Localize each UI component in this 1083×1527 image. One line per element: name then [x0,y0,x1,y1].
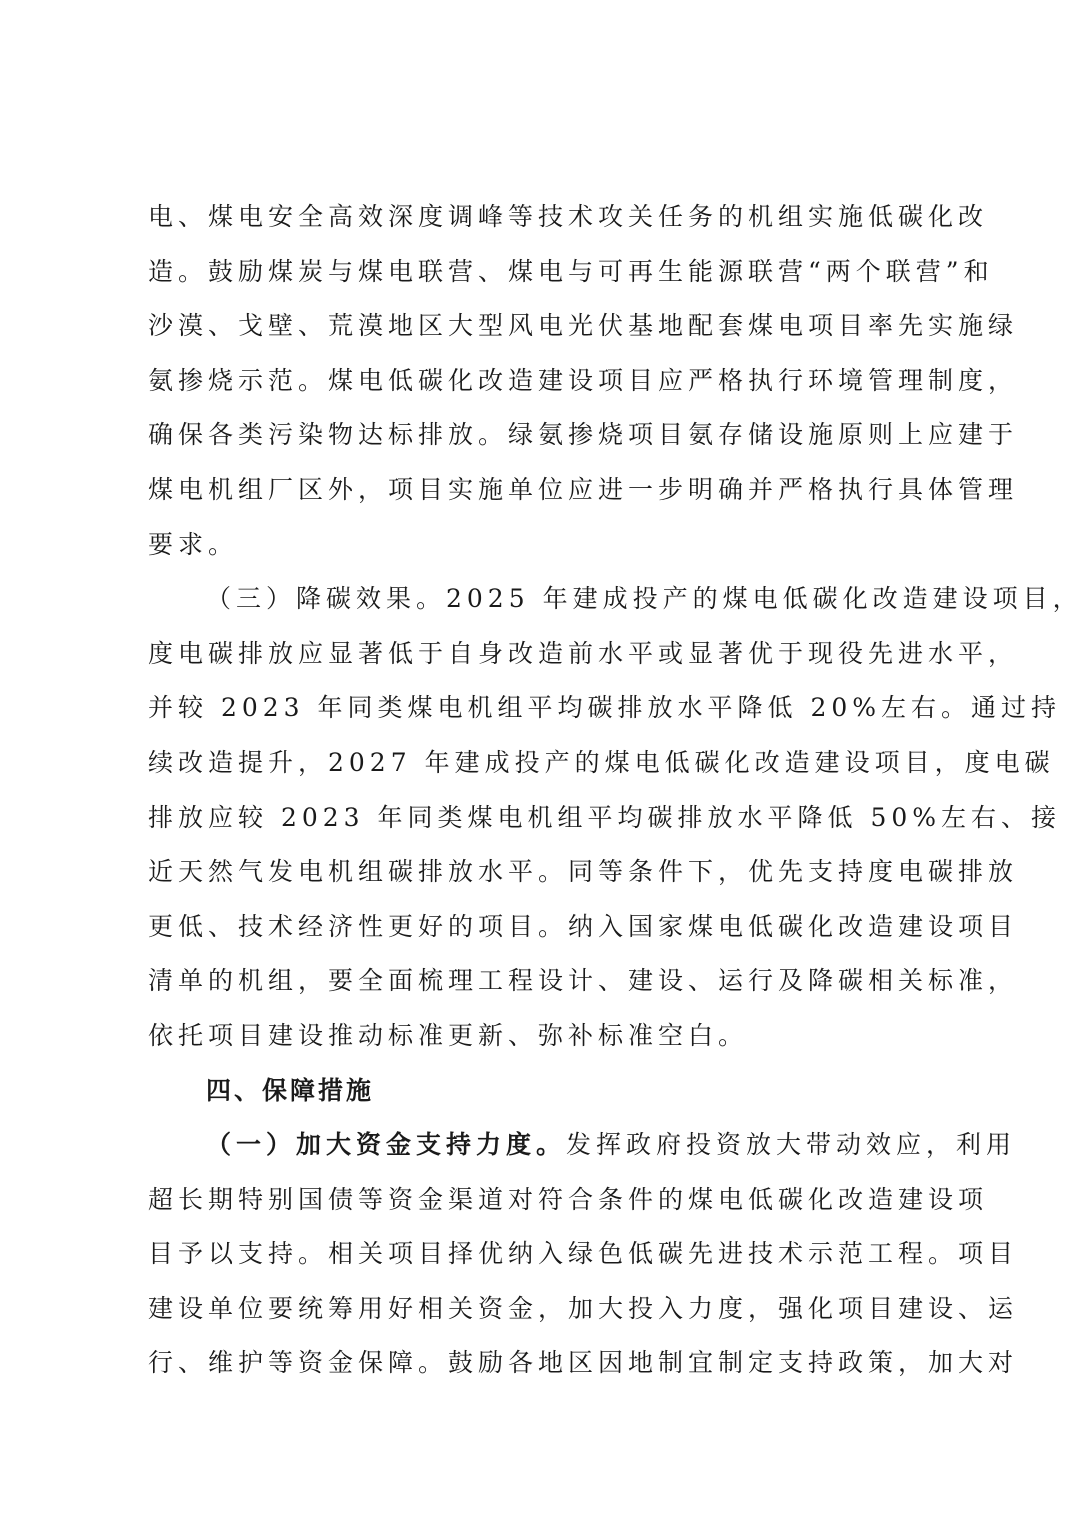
section-heading-line: （三）降碳效果。2025 年建成投产的煤电低碳化改造建设项目， [206,584,1083,614]
paragraph-line: 建设单位要统筹用好相关资金，加大投入力度，强化项目建设、运 [148,1293,1019,1323]
paragraph-line: 超长期特别国债等资金渠道对符合条件的煤电低碳化改造建设项 [148,1184,989,1214]
paragraph-line: 要求。 [148,529,239,559]
document-body [148,190,1083,1391]
paragraph-line: 并较 2023 年同类煤电机组平均碳排放水平降低 20%左右。通过持 [148,693,1062,723]
paragraph-line: 电、煤电安全高效深度调峰等技术攻关任务的机组实施低碳化改 [148,202,989,231]
paragraph-line: 更低、技术经济性更好的项目。纳入国家煤电低碳化改造建设项目 [148,911,1019,941]
paragraph-line: 确保各类污染物达标排放。绿氨掺烧项目氨存储设施原则上应建于 [148,420,1019,450]
paragraph-line: 近天然气发电机组碳排放水平。同等条件下，优先支持度电碳排放 [148,857,1019,887]
paragraph-line: 煤电机组厂区外，项目实施单位应进一步明确并严格执行具体管理 [148,474,1019,504]
paragraph-line: 造。鼓励煤炭与煤电联营、煤电与可再生能源联营“两个联营”和 [148,256,994,286]
paragraph-line: 续改造提升，2027 年建成投产的煤电低碳化改造建设项目，度电碳 [148,747,1055,777]
paragraph-line: 氨掺烧示范。煤电低碳化改造建设项目应严格执行环境管理制度， [148,365,1019,395]
paragraph-line: 排放应较 2023 年同类煤电机组平均碳排放水平降低 50%左右、接 [148,802,1062,832]
subsection-title: （一）加大资金支持力度。 [206,1130,567,1160]
paragraph-line: 清单的机组，要全面梳理工程设计、建设、运行及降碳相关标准， [148,966,1019,996]
paragraph-line: 行、维护等资金保障。鼓励各地区因地制宜制定支持政策，加大对 [148,1348,1019,1378]
subsection-text: 发挥政府投资放大带动效应，利用 [566,1130,1017,1160]
chapter-heading: 四、保障措施 [206,1075,375,1105]
subsection-heading-line [148,1118,1017,1173]
paragraph-line: 度电碳排放应显著低于自身改造前水平或显著优于现役先进水平， [148,638,1019,668]
paragraph-line: 沙漠、戈壁、荒漠地区大型风电光伏基地配套煤电项目率先实施绿 [148,311,1019,341]
paragraph-line: 目予以支持。相关项目择优纳入绿色低碳先进技术示范工程。项目 [148,1239,1019,1269]
paragraph-line: 依托项目建设推动标准更新、弥补标准空白。 [148,1020,749,1050]
